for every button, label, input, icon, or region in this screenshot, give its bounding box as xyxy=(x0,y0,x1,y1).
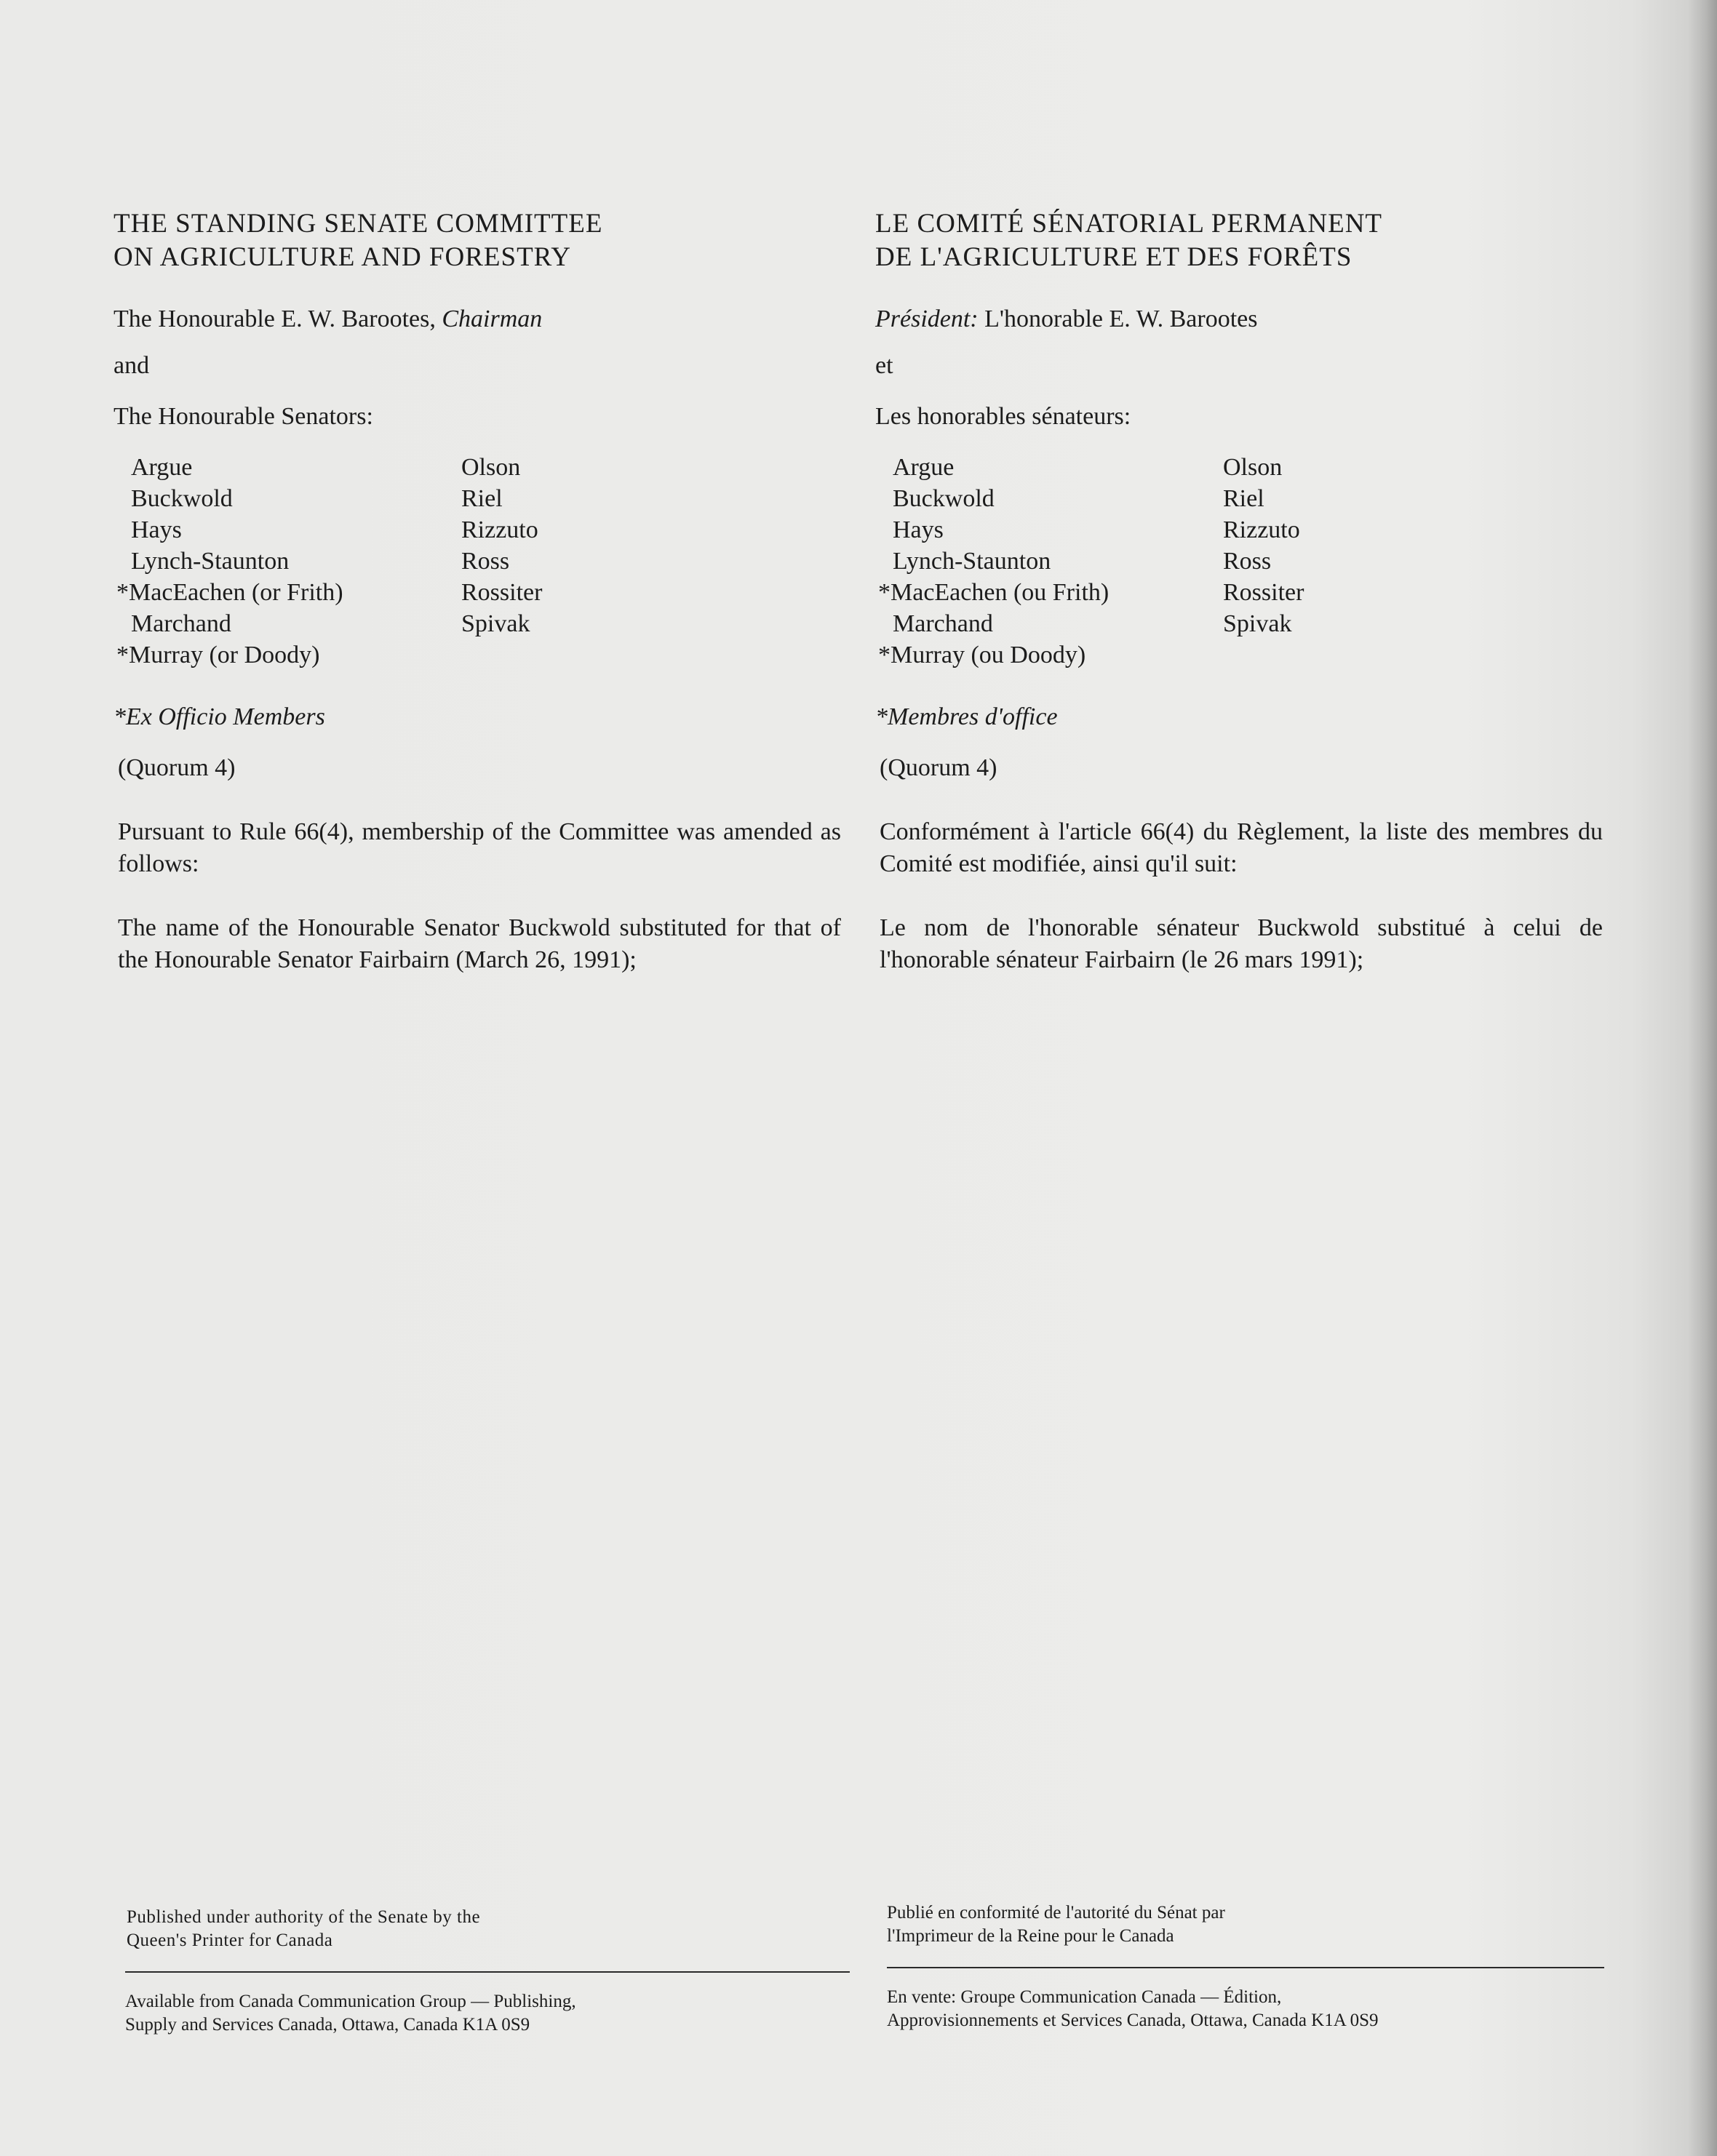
senator-name: Lynch-Staunton xyxy=(131,548,290,575)
senator-name: Argue xyxy=(893,454,955,481)
french-names-column-2 xyxy=(1223,452,1514,671)
senator-name: Rossiter xyxy=(461,579,543,606)
senator-name: Rossiter xyxy=(1223,579,1304,606)
french-senator-list xyxy=(875,452,1603,671)
english-names-column-1 xyxy=(113,452,461,671)
french-available-line1: En vente: Groupe Communication Canada — Édition, xyxy=(887,1987,1282,2007)
french-chairman-title: Président: xyxy=(875,306,979,332)
french-available-line2: Approvisionnements et Services Canada, Ottawa, Canada K1A 0S9 xyxy=(887,2011,1379,2030)
english-senator-list xyxy=(113,452,841,671)
senator-name: *MacEachen (ou Frith) xyxy=(878,579,1110,606)
french-and: et xyxy=(875,352,893,379)
english-heading-line1: THE STANDING SENATE COMMITTEE xyxy=(113,209,603,239)
english-names-column-2 xyxy=(461,452,752,671)
french-footer-divider xyxy=(887,1967,1604,1968)
senator-name: Rizzuto xyxy=(1223,516,1300,543)
senator-name: *Murray (ou Doody) xyxy=(878,642,1086,668)
senator-name: Rizzuto xyxy=(461,516,538,543)
english-substitution-paragraph: The name of the Honourable Senator Buckwold substituted for that of the Honourable Senator Fairbairn (March 26, 1991); xyxy=(118,914,841,973)
senator-name: Buckwold xyxy=(131,485,233,512)
french-publication-notice xyxy=(887,1901,1604,1948)
english-chairman-title: Chairman xyxy=(442,306,543,332)
english-footer-divider xyxy=(125,1971,850,1973)
senator-name: Spivak xyxy=(461,610,530,637)
english-footer xyxy=(125,1906,850,2037)
senator-name: Spivak xyxy=(1223,610,1292,637)
french-heading-line1: LE COMITÉ SÉNATORIAL PERMANENT xyxy=(875,209,1383,239)
english-heading-line2: ON AGRICULTURE AND FORESTRY xyxy=(113,242,572,272)
french-availability-notice xyxy=(887,1986,1604,2032)
english-pursuant-paragraph: Pursuant to Rule 66(4), membership of the Committee was amended as follows: xyxy=(118,818,841,877)
french-chairman-name: L'honorable E. W. Barootes xyxy=(978,306,1258,332)
english-column xyxy=(113,207,841,976)
french-senators-label: Les honorables sénateurs: xyxy=(875,403,1131,430)
english-publication-notice xyxy=(125,1906,850,1952)
french-published-line1: Publié en conformité de l'autorité du Sénat par xyxy=(887,1903,1225,1923)
english-senators-label: The Honourable Senators: xyxy=(113,403,373,430)
french-heading-line2: DE L'AGRICULTURE ET DES FORÊTS xyxy=(875,242,1353,272)
english-ex-officio-note: *Ex Officio Members xyxy=(113,703,325,730)
english-available-line1: Available from Canada Communication Group — Publishing, xyxy=(125,1992,576,2011)
french-chairman-line xyxy=(875,303,1603,335)
senator-name: Marchand xyxy=(893,610,993,637)
english-available-line2: Supply and Services Canada, Ottawa, Canada K1A 0S9 xyxy=(125,2015,530,2035)
senator-name: Riel xyxy=(461,485,503,512)
senator-name: Olson xyxy=(1223,454,1283,481)
senator-name: *MacEachen (or Frith) xyxy=(116,579,343,606)
english-chairman-name: The Honourable E. W. Barootes, xyxy=(113,306,442,332)
senator-name: Argue xyxy=(131,454,193,481)
english-quorum: (Quorum 4) xyxy=(118,754,236,781)
french-published-line2: l'Imprimeur de la Reine pour le Canada xyxy=(887,1926,1174,1946)
french-footer xyxy=(887,1901,1604,2032)
senator-name: Marchand xyxy=(131,610,231,637)
senator-name: Buckwold xyxy=(893,485,995,512)
french-quorum: (Quorum 4) xyxy=(880,754,997,781)
senator-name: Olson xyxy=(461,454,521,481)
english-published-line2: Queen's Printer for Canada xyxy=(127,1931,333,1950)
english-published-line1: Published under authority of the Senate by the xyxy=(127,1907,481,1927)
english-committee-heading xyxy=(113,207,841,274)
english-chairman-line xyxy=(113,303,841,335)
senator-name: Hays xyxy=(131,516,182,543)
senator-name: *Murray (or Doody) xyxy=(116,642,320,668)
english-and: and xyxy=(113,352,150,379)
french-names-column-1 xyxy=(875,452,1223,671)
french-substitution-paragraph: Le nom de l'honorable sénateur Buckwold substitué à celui de l'honorable sénateur Fairbairn (le 26 mars 1991); xyxy=(880,914,1603,973)
english-availability-notice xyxy=(125,1990,850,2037)
french-committee-heading xyxy=(875,207,1603,274)
french-pursuant-paragraph: Conformément à l'article 66(4) du Règlement, la liste des membres du Comité est modifiée, ainsi qu'il suit: xyxy=(880,818,1603,877)
page-edge-shadow xyxy=(1688,0,1717,2156)
senator-name: Lynch-Staunton xyxy=(893,548,1051,575)
senator-name: Ross xyxy=(1223,548,1272,575)
senator-name: Ross xyxy=(461,548,510,575)
senator-name: Hays xyxy=(893,516,944,543)
french-ex-officio-note: *Membres d'office xyxy=(875,703,1058,730)
french-column xyxy=(875,207,1603,976)
senator-name: Riel xyxy=(1223,485,1264,512)
